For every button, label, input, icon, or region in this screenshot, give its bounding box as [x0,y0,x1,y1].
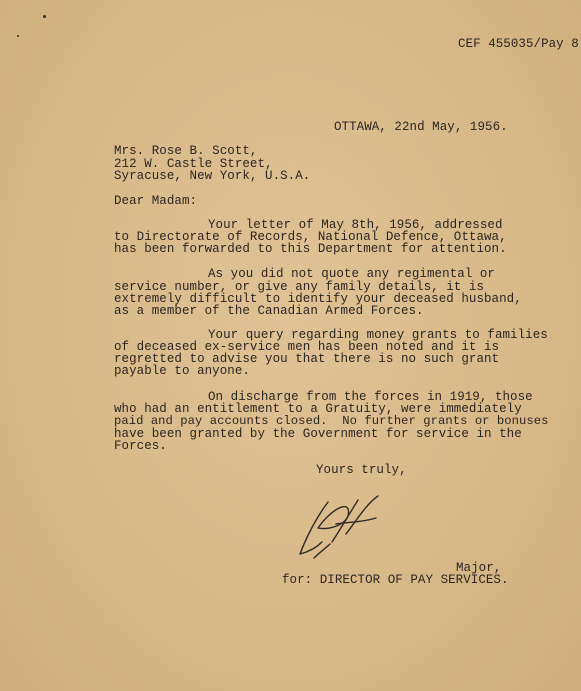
address-line-name: Mrs. Rose B. Scott, [114,144,258,158]
paragraph-3-line-3: regretted to advise you that there is no such grant [114,352,500,366]
address-line-street: 212 W. Castle Street, [114,157,273,171]
dateline: OTTAWA, 22nd May, 1956. [334,120,508,134]
ink-speck [17,35,19,37]
paragraph-2-line-3: extremely difficult to identify your deceased husband, [114,292,522,306]
paragraph-1-line-2: to Directorate of Records, National Defence, Ottawa, [114,230,507,244]
paragraph-3-line-2: of deceased ex-service men has been noted and it is [114,340,500,354]
signer-title: for: DIRECTOR OF PAY SERVICES. [282,573,509,587]
paragraph-4-line-4: have been granted by the Government for service in the [114,427,522,441]
paragraph-3-line-1: Your query regarding money grants to families [208,328,548,342]
paragraph-2-line-4: as a member of the Canadian Armed Forces. [114,304,424,318]
paragraph-2-line-2: service number, or give any family details, it is [114,280,485,294]
paragraph-4-line-3: paid and pay accounts closed. No further grants or bonuses [114,414,549,428]
paragraph-1-line-1: Your letter of May 8th, 1956, addressed [208,218,503,232]
paragraph-3-line-4: payable to anyone. [114,364,250,378]
ink-speck [43,15,46,18]
salutation: Dear Madam: [114,194,198,208]
signer-rank: Major, [456,561,502,575]
paragraph-4-line-2: who had an entitlement to a Gratuity, were immediately [114,402,522,416]
paragraph-4-line-5: Forces. [114,439,167,453]
paragraph-4-line-1: On discharge from the forces in 1919, those [208,390,533,404]
closing: Yours truly, [316,463,407,477]
address-line-city: Syracuse, New York, U.S.A. [114,169,311,183]
reference-number: CEF 455035/Pay 8 [458,37,579,51]
paragraph-2-line-1: As you did not quote any regimental or [208,267,495,281]
paragraph-1-line-3: has been forwarded to this Department for attention. [114,242,507,256]
handwritten-signature [292,494,384,560]
